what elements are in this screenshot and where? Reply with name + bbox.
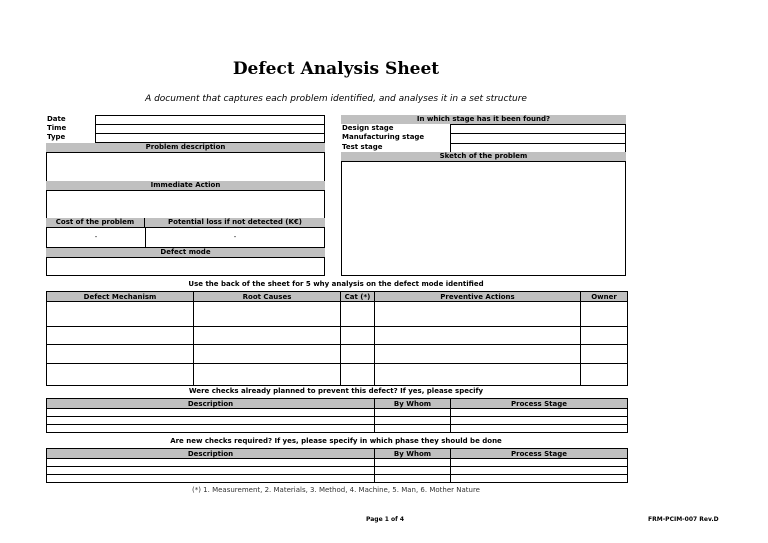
table-row [47,302,628,327]
table-cell[interactable] [341,345,375,364]
cost-field[interactable]: - [46,227,146,248]
table-row [47,475,628,483]
table-cell[interactable] [194,302,341,327]
new-checks-question: Are new checks required? If yes, please specify in which phase they should be done [170,437,502,445]
column-header-process-stage: Process Stage [451,449,628,459]
table-cell[interactable] [375,409,451,417]
column-header-preventive-actions: Preventive Actions [375,292,581,302]
table-cell[interactable] [47,425,375,433]
table-cell[interactable] [194,327,341,345]
table-cell[interactable] [451,417,628,425]
table-cell[interactable] [375,425,451,433]
type-label: Type [47,133,66,141]
problem-description-field[interactable] [46,152,325,182]
page-title: Defect Analysis Sheet [232,59,440,79]
five-why-note: Use the back of the sheet for 5 why analysis on the defect mode identified [188,280,484,288]
time-label: Time [47,124,67,132]
table-cell[interactable] [47,459,375,467]
sketch-area[interactable] [341,161,626,276]
table-cell[interactable] [451,459,628,467]
design-stage-label: Design stage [342,124,394,132]
table-cell[interactable] [375,345,581,364]
table-row [47,409,628,417]
table-cell[interactable] [375,467,451,475]
table-cell[interactable] [47,467,375,475]
table-cell[interactable] [375,417,451,425]
date-label: Date [47,115,66,123]
table-cell[interactable] [47,417,375,425]
table-cell[interactable] [375,475,451,483]
table-cell[interactable] [47,345,194,364]
table-header-row [47,449,628,459]
table-cell[interactable] [341,327,375,345]
table-row [47,345,628,364]
column-header-by-whom: By Whom [375,449,451,459]
table-row [47,459,628,467]
column-header-description: Description [47,449,375,459]
defect-mode-field[interactable] [46,257,325,276]
cost-header: Cost of the problem [46,218,145,227]
column-header-root-causes: Root Causes [194,292,341,302]
defect-mode-header: Defect mode [46,248,325,257]
column-header-defect-mechanism: Defect Mechanism [47,292,194,302]
test-stage-label: Test stage [342,143,383,151]
page-subtitle: A document that captures each problem identified, and analyses it in a set structure [145,94,527,104]
problem-description-header: Problem description [46,143,325,152]
table-cell[interactable] [47,409,375,417]
table-cell[interactable] [47,327,194,345]
stage-header: In which stage has it been found? [341,115,626,124]
potential-loss-header: Potential loss if not detected (K€) [145,218,325,227]
immediate-action-field[interactable] [46,190,325,219]
form-id: FRM-PCIM-007 Rev.D [648,516,719,523]
table-cell[interactable] [581,345,628,364]
table-cell[interactable] [451,467,628,475]
type-field[interactable] [95,133,325,143]
table-cell[interactable] [581,327,628,345]
table-cell[interactable] [47,364,194,386]
table-cell[interactable] [47,302,194,327]
table-cell[interactable] [375,459,451,467]
new-checks-table [46,448,628,483]
table-cell[interactable] [375,364,581,386]
column-header-process-stage: Process Stage [451,399,628,409]
potential-loss-field[interactable]: - [145,227,325,248]
table-row [47,417,628,425]
table-header-row [47,399,628,409]
immediate-action-header: Immediate Action [46,181,325,190]
table-cell[interactable] [47,475,375,483]
column-header-owner: Owner [581,292,628,302]
sketch-header: Sketch of the problem [341,152,626,161]
table-row [47,327,628,345]
table-cell[interactable] [581,302,628,327]
table-cell[interactable] [194,364,341,386]
table-cell[interactable] [451,409,628,417]
table-header-row [47,292,628,302]
table-row [47,364,628,386]
table-row [47,467,628,475]
table-cell[interactable] [581,364,628,386]
table-cell[interactable] [451,425,628,433]
planned-checks-question: Were checks already planned to prevent this defect? If yes, please specify [188,387,484,395]
column-header-by-whom: By Whom [375,399,451,409]
planned-checks-table [46,398,628,433]
table-cell[interactable] [341,364,375,386]
manufacturing-stage-label: Manufacturing stage [342,133,425,141]
column-header-cat: Cat (*) [341,292,375,302]
column-header-description: Description [47,399,375,409]
table-cell[interactable] [341,302,375,327]
table-cell[interactable] [375,302,581,327]
analysis-table [46,291,628,386]
table-row [47,425,628,433]
table-cell[interactable] [194,345,341,364]
page-number: Page 1 of 4 [366,516,404,523]
table-cell[interactable] [375,327,581,345]
category-footnote: (*) 1. Measurement, 2. Materials, 3. Method, 4. Machine, 5. Man, 6. Mother Nature [192,486,480,494]
table-cell[interactable] [451,475,628,483]
